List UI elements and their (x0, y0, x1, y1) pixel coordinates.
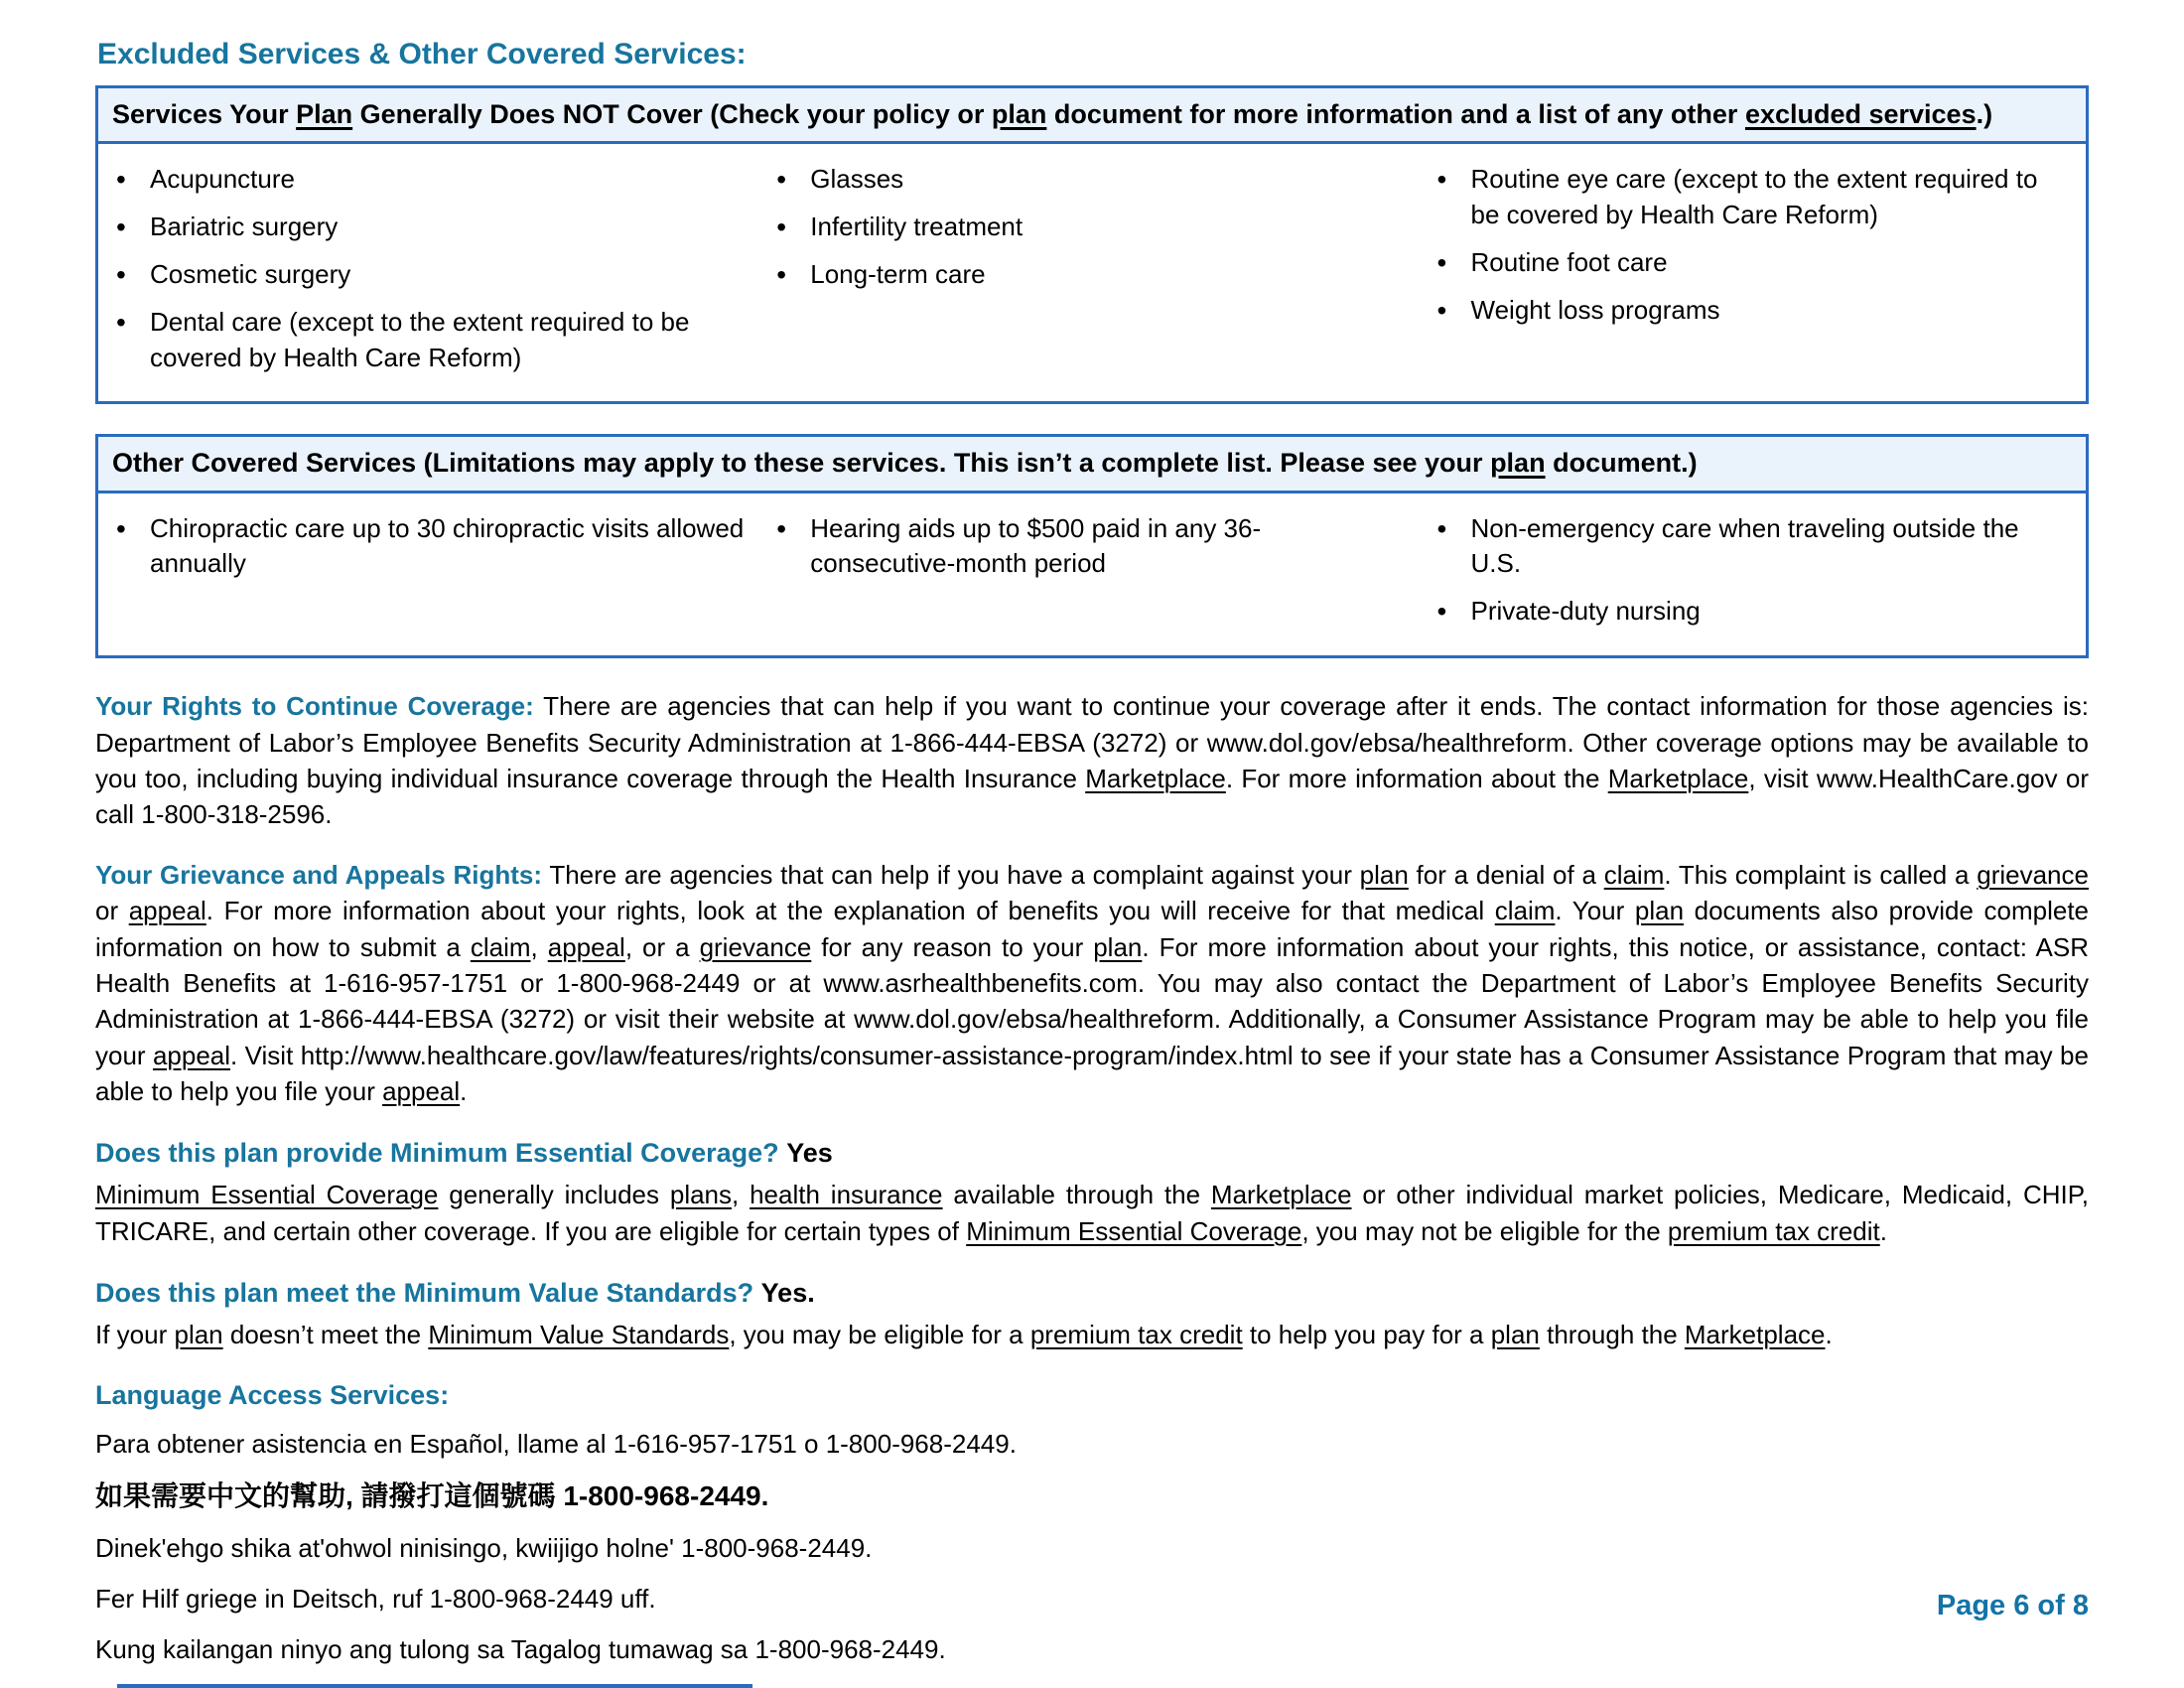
language-access-heading: Language Access Services: (95, 1380, 450, 1411)
minimum-essential-coverage-body (95, 1177, 2089, 1249)
language-line-navajo: Dinek'ehgo shika at'ohwol ninisingo, kwiijigo holne' 1-800-968-2449. (95, 1533, 873, 1564)
text-segment: . For more information about your rights, look at the explanation of benefits you will receive for that medical (205, 896, 1495, 926)
list-item: • Routine foot care (1420, 245, 2066, 281)
text-segment: . For more information about your rights, this notice, or assistance, contact: ASR Health Benefits at 1-616-957-1751 or 1-800-968-2449 or at www.asrhealthbenefits.com. You may also contact the Department of Labor’s Employee Benefits Security Administration at 1-866-444-EBSA (3272) or visit their website at www.dol.gov/ebsa/healthreform. Additionally, a Consumer Assistance Program may be able to help you file your (95, 931, 2089, 1070)
underlined-term: Marketplace (1085, 763, 1226, 793)
underlined-term: excluded services (1744, 99, 1977, 129)
section-heading: Your Grievance and Appeals Rights: (95, 859, 543, 890)
language-line-spanish: Para obtener asistencia en Español, llame al 1-616-957-1751 o 1-800-968-2449. (95, 1429, 1017, 1460)
text-segment: for a denial of a (1408, 859, 1604, 890)
underlined-term: health insurance (750, 1180, 943, 1210)
page-title: Excluded Services & Other Covered Services: (97, 38, 747, 70)
list-item: • Acupuncture (98, 162, 745, 198)
text-segment: Other Covered Services (Limitations may apply to these services. This isn’t a complete list. Please see your (112, 448, 1491, 479)
text-segment: . For more information about the (1225, 763, 1608, 793)
underlined-term: grievance (1977, 859, 2089, 890)
cutoff-table-border (117, 1684, 752, 1688)
paragraph-text (95, 860, 2089, 1106)
excluded-column-2 (758, 158, 1419, 387)
underlined-term: plans (669, 1180, 733, 1210)
language-line-deitsch: Fer Hilf griege in Deitsch, ruf 1-800-968-2449 uff. (95, 1584, 656, 1615)
text-segment: , or a (624, 931, 700, 962)
underlined-term: plan (1359, 859, 1409, 890)
list-item: • Long-term care (758, 257, 1405, 293)
section-heading: Does this plan provide Minimum Essential Coverage? (95, 1138, 779, 1169)
excluded-column-1 (98, 158, 758, 387)
grievance-appeals-paragraph (95, 857, 2089, 1110)
text-segment: or (95, 896, 129, 926)
minimum-value-standards-question (95, 1275, 2089, 1313)
underlined-term: Marketplace (1684, 1319, 1826, 1349)
section-heading: Does this plan meet the Minimum Value Standards? (95, 1278, 754, 1309)
text-segment: doesn’t meet the (222, 1319, 429, 1349)
underlined-term: claim (1494, 896, 1556, 926)
text-segment: for any reason to your (811, 931, 1094, 962)
excluded-services-box (95, 85, 2089, 404)
underlined-term: claim (470, 931, 531, 962)
language-line-tagalog: Kung kailangan ninyo ang tulong sa Tagalog tumawag sa 1-800-968-2449. (95, 1634, 946, 1665)
text-segment: There are agencies that can help if you want to continue your coverage after it ends. The contact information for those agencies is: Department of Labor’s Employee Benefits Security Administration at 1-866-444-EBSA (3272) or www.dol.gov/ebsa/healthreform. Other coverage options may be available to you too, including buying individual insurance coverage through the Health Insurance (95, 691, 2089, 793)
text-segment: generally includes (438, 1180, 670, 1210)
underlined-term: appeal (382, 1076, 461, 1107)
text-segment: Generally Does NOT Cover (Check your policy or (352, 99, 992, 129)
underlined-term: Minimum Essential Coverage (966, 1215, 1302, 1246)
list-item: • Chiropractic care up to 30 chiropractic visits allowed annually (98, 511, 745, 583)
other-covered-box-body (98, 493, 2086, 656)
text-segment: , (530, 931, 548, 962)
underlined-term: grievance (699, 931, 812, 962)
text-segment: . (1879, 1215, 1887, 1246)
text-segment: through the (1539, 1319, 1685, 1349)
list-item: • Glasses (758, 162, 1405, 198)
other-covered-services-box (95, 434, 2089, 658)
list-item: • Non-emergency care when traveling outside the U.S. (1420, 511, 2066, 583)
underlined-term: appeal (547, 931, 625, 962)
text-segment: or other individual market policies, Medicare, Medicaid, CHIP, TRICARE, and certain other coverage. If you are eligible for certain types of (95, 1180, 2089, 1246)
text-segment: . Visit http://www.healthcare.gov/law/features/rights/consumer-assistance-program/index.html to see if your state has a Consumer Assistance Program that may be able to help you file your (95, 1040, 2089, 1107)
list-item: • Infertility treatment (758, 210, 1405, 245)
minimum-essential-coverage-question (95, 1135, 2089, 1173)
underlined-term: plan (1490, 448, 1546, 479)
underlined-term: Minimum Essential Coverage (95, 1180, 439, 1210)
underlined-term: plan (1093, 931, 1143, 962)
text-segment: documents also provide complete information on how to submit a (95, 896, 2090, 962)
page-number: Page 6 of 8 (1936, 1590, 2089, 1621)
text-segment: document for more information and a list of any other (1046, 99, 1745, 129)
underlined-term: Minimum Value Standards (428, 1319, 730, 1349)
question-answer: Yes. (760, 1278, 815, 1309)
list-item: • Private-duty nursing (1420, 594, 2066, 630)
text-segment: , visit www.HealthCare.gov or call 1-800-318-2596. (95, 763, 2090, 830)
underlined-term: premium tax credit (1667, 1215, 1880, 1246)
underlined-term: Marketplace (1210, 1180, 1352, 1210)
underlined-term: plan (1490, 1319, 1540, 1349)
excluded-services-box-header (98, 88, 2086, 144)
text-segment: .) (1976, 99, 1993, 129)
text-segment: , you may be eligible for a (729, 1319, 1030, 1349)
excluded-column-3 (1420, 158, 2080, 387)
text-segment: If your (95, 1319, 175, 1349)
text-segment: available through the (942, 1180, 1211, 1210)
section-heading: Your Rights to Continue Coverage: (95, 691, 534, 722)
list-item: • Hearing aids up to $500 paid in any 36-consecutive-month period (758, 511, 1405, 583)
text-segment: . This complaint is called a (1664, 859, 1978, 890)
underlined-term: plan (991, 99, 1047, 129)
underlined-term: plan (174, 1319, 223, 1349)
excluded-services-box-body (98, 144, 2086, 401)
underlined-term: premium tax credit (1029, 1319, 1243, 1349)
text-segment: . (1825, 1319, 1833, 1349)
text-segment: . Your (1555, 896, 1635, 926)
underlined-term: claim (1603, 859, 1665, 890)
underlined-term: plan (1634, 896, 1685, 926)
list-item: • Bariatric surgery (98, 210, 745, 245)
underlined-term: Marketplace (1607, 763, 1749, 793)
other-covered-column-1 (98, 507, 758, 642)
text-segment: to help you pay for a (1242, 1319, 1491, 1349)
language-line-chinese: 如果需要中文的幫助, 請撥打這個號碼 1-800-968-2449. (95, 1480, 769, 1512)
minimum-value-standards-body (95, 1317, 2089, 1352)
list-item: • Routine eye care (except to the extent required to be covered by Health Care Reform) (1420, 162, 2066, 233)
question-answer: Yes (786, 1138, 833, 1169)
list-item: • Weight loss programs (1420, 293, 2066, 329)
text-segment: , you may not be eligible for the (1301, 1215, 1668, 1246)
rights-to-continue-paragraph (95, 688, 2089, 833)
underlined-term: appeal (152, 1040, 231, 1070)
other-covered-box-header (98, 437, 2086, 492)
other-covered-column-3 (1420, 507, 2080, 642)
other-covered-column-2 (758, 507, 1419, 642)
underlined-term: appeal (128, 896, 206, 926)
list-item: • Cosmetic surgery (98, 257, 745, 293)
text-segment: , (732, 1180, 751, 1210)
list-item: • Dental care (except to the extent required to be covered by Health Care Reform) (98, 305, 745, 376)
text-segment: . (460, 1076, 468, 1107)
text-segment: There are agencies that can help if you have a complaint against your (549, 859, 1360, 890)
text-segment: Services Your (112, 99, 297, 129)
underlined-term: Plan (296, 99, 353, 129)
text-segment: document.) (1545, 448, 1698, 479)
